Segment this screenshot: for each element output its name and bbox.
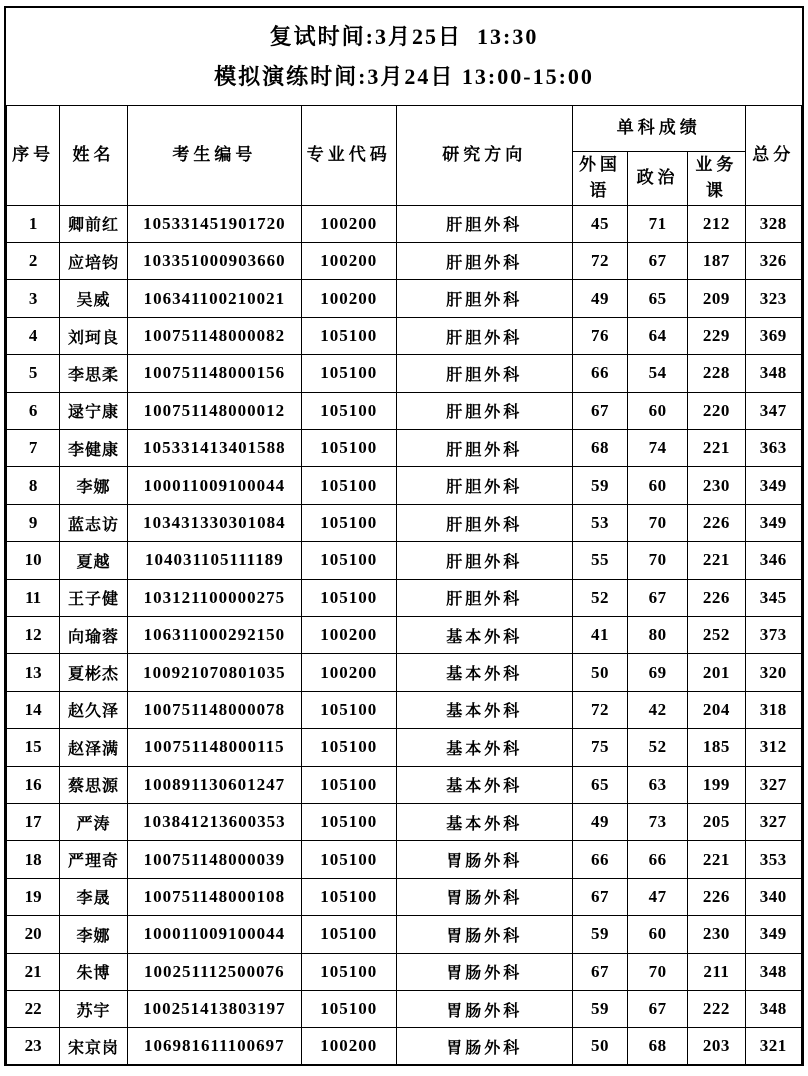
cell-index: 14 bbox=[7, 691, 60, 728]
cell-professional-course: 222 bbox=[688, 990, 745, 1027]
cell-name: 李娜 bbox=[60, 467, 128, 504]
cell-total: 348 bbox=[745, 990, 802, 1027]
table-row bbox=[7, 803, 802, 840]
table-row bbox=[7, 616, 802, 653]
cell-candidate-id: 105331451901720 bbox=[127, 205, 301, 242]
cell-index: 4 bbox=[7, 317, 60, 354]
col-header-professional-course: 业务课 bbox=[688, 152, 745, 206]
document-page bbox=[4, 6, 804, 1066]
cell-research-direction: 胃肠外科 bbox=[396, 841, 573, 878]
cell-total: 326 bbox=[745, 243, 802, 280]
cell-foreign-language: 68 bbox=[573, 430, 628, 467]
cell-total: 369 bbox=[745, 317, 802, 354]
cell-index: 5 bbox=[7, 355, 60, 392]
cell-total: 340 bbox=[745, 878, 802, 915]
cell-professional-course: 221 bbox=[688, 430, 745, 467]
cell-index: 10 bbox=[7, 542, 60, 579]
cell-candidate-id: 100751148000078 bbox=[127, 691, 301, 728]
col-header-research-direction: 研究方向 bbox=[396, 106, 573, 206]
cell-major-code: 100200 bbox=[301, 205, 396, 242]
cell-research-direction: 胃肠外科 bbox=[396, 1028, 573, 1065]
table-row bbox=[7, 504, 802, 541]
cell-index: 20 bbox=[7, 916, 60, 953]
cell-professional-course: 230 bbox=[688, 467, 745, 504]
cell-major-code: 105100 bbox=[301, 392, 396, 429]
cell-name: 蓝志访 bbox=[60, 504, 128, 541]
cell-politics: 42 bbox=[627, 691, 687, 728]
cell-name: 夏越 bbox=[60, 542, 128, 579]
cell-total: 353 bbox=[745, 841, 802, 878]
col-header-name: 姓名 bbox=[60, 106, 128, 206]
cell-foreign-language: 72 bbox=[573, 691, 628, 728]
cell-research-direction: 基本外科 bbox=[396, 729, 573, 766]
cell-candidate-id: 100891130601247 bbox=[127, 766, 301, 803]
cell-foreign-language: 67 bbox=[573, 953, 628, 990]
cell-research-direction: 肝胆外科 bbox=[396, 317, 573, 354]
cell-research-direction: 肝胆外科 bbox=[396, 205, 573, 242]
cell-index: 16 bbox=[7, 766, 60, 803]
cell-professional-course: 205 bbox=[688, 803, 745, 840]
cell-index: 22 bbox=[7, 990, 60, 1027]
cell-foreign-language: 67 bbox=[573, 878, 628, 915]
cell-foreign-language: 41 bbox=[573, 616, 628, 653]
cell-candidate-id: 100011009100044 bbox=[127, 916, 301, 953]
cell-index: 12 bbox=[7, 616, 60, 653]
cell-total: 349 bbox=[745, 467, 802, 504]
cell-professional-course: 226 bbox=[688, 579, 745, 616]
cell-politics: 66 bbox=[627, 841, 687, 878]
cell-candidate-id: 100751148000108 bbox=[127, 878, 301, 915]
cell-politics: 70 bbox=[627, 542, 687, 579]
cell-name: 卿前红 bbox=[60, 205, 128, 242]
cell-major-code: 100200 bbox=[301, 616, 396, 653]
cell-index: 7 bbox=[7, 430, 60, 467]
table-row bbox=[7, 467, 802, 504]
score-table bbox=[6, 105, 802, 1066]
cell-research-direction: 肝胆外科 bbox=[396, 392, 573, 429]
cell-major-code: 105100 bbox=[301, 355, 396, 392]
cell-research-direction: 肝胆外科 bbox=[396, 504, 573, 541]
table-row bbox=[7, 430, 802, 467]
cell-name: 刘珂良 bbox=[60, 317, 128, 354]
cell-research-direction: 胃肠外科 bbox=[396, 953, 573, 990]
cell-politics: 47 bbox=[627, 878, 687, 915]
cell-name: 应培钧 bbox=[60, 243, 128, 280]
col-header-politics: 政治 bbox=[627, 152, 687, 206]
cell-total: 349 bbox=[745, 504, 802, 541]
cell-index: 13 bbox=[7, 654, 60, 691]
cell-name: 夏彬杰 bbox=[60, 654, 128, 691]
cell-foreign-language: 67 bbox=[573, 392, 628, 429]
cell-professional-course: 221 bbox=[688, 841, 745, 878]
cell-candidate-id: 103121100000275 bbox=[127, 579, 301, 616]
cell-candidate-id: 105331413401588 bbox=[127, 430, 301, 467]
cell-politics: 65 bbox=[627, 280, 687, 317]
cell-politics: 70 bbox=[627, 953, 687, 990]
cell-foreign-language: 50 bbox=[573, 654, 628, 691]
table-header bbox=[7, 106, 802, 206]
cell-foreign-language: 66 bbox=[573, 841, 628, 878]
cell-professional-course: 187 bbox=[688, 243, 745, 280]
cell-index: 19 bbox=[7, 878, 60, 915]
cell-total: 327 bbox=[745, 766, 802, 803]
cell-major-code: 105100 bbox=[301, 579, 396, 616]
cell-politics: 63 bbox=[627, 766, 687, 803]
cell-research-direction: 肝胆外科 bbox=[396, 430, 573, 467]
table-row bbox=[7, 691, 802, 728]
cell-major-code: 105100 bbox=[301, 841, 396, 878]
cell-name: 李娜 bbox=[60, 916, 128, 953]
cell-name: 吴威 bbox=[60, 280, 128, 317]
cell-politics: 68 bbox=[627, 1028, 687, 1065]
cell-name: 李晟 bbox=[60, 878, 128, 915]
cell-total: 320 bbox=[745, 654, 802, 691]
cell-politics: 67 bbox=[627, 579, 687, 616]
table-row bbox=[7, 654, 802, 691]
cell-research-direction: 肝胆外科 bbox=[396, 467, 573, 504]
cell-politics: 73 bbox=[627, 803, 687, 840]
cell-foreign-language: 49 bbox=[573, 803, 628, 840]
table-row bbox=[7, 355, 802, 392]
cell-total: 327 bbox=[745, 803, 802, 840]
cell-politics: 67 bbox=[627, 243, 687, 280]
cell-index: 8 bbox=[7, 467, 60, 504]
cell-total: 348 bbox=[745, 355, 802, 392]
cell-index: 21 bbox=[7, 953, 60, 990]
cell-foreign-language: 52 bbox=[573, 579, 628, 616]
cell-major-code: 100200 bbox=[301, 280, 396, 317]
cell-index: 6 bbox=[7, 392, 60, 429]
cell-major-code: 105100 bbox=[301, 803, 396, 840]
cell-major-code: 100200 bbox=[301, 654, 396, 691]
cell-candidate-id: 100751148000115 bbox=[127, 729, 301, 766]
cell-professional-course: 211 bbox=[688, 953, 745, 990]
cell-major-code: 100200 bbox=[301, 243, 396, 280]
cell-candidate-id: 100751148000082 bbox=[127, 317, 301, 354]
cell-name: 李健康 bbox=[60, 430, 128, 467]
cell-name: 赵久泽 bbox=[60, 691, 128, 728]
cell-major-code: 100200 bbox=[301, 1028, 396, 1065]
cell-candidate-id: 100251413803197 bbox=[127, 990, 301, 1027]
cell-total: 345 bbox=[745, 579, 802, 616]
cell-total: 349 bbox=[745, 916, 802, 953]
cell-research-direction: 基本外科 bbox=[396, 654, 573, 691]
cell-candidate-id: 100921070801035 bbox=[127, 654, 301, 691]
cell-candidate-id: 100011009100044 bbox=[127, 467, 301, 504]
table-row bbox=[7, 243, 802, 280]
table-row bbox=[7, 205, 802, 242]
cell-name: 向瑜蓉 bbox=[60, 616, 128, 653]
cell-politics: 60 bbox=[627, 392, 687, 429]
table-row bbox=[7, 280, 802, 317]
table-row bbox=[7, 1028, 802, 1065]
table-row bbox=[7, 953, 802, 990]
cell-politics: 60 bbox=[627, 467, 687, 504]
cell-candidate-id: 104031105111189 bbox=[127, 542, 301, 579]
cell-major-code: 105100 bbox=[301, 766, 396, 803]
cell-foreign-language: 66 bbox=[573, 355, 628, 392]
cell-index: 11 bbox=[7, 579, 60, 616]
cell-politics: 69 bbox=[627, 654, 687, 691]
retest-time-line: 复试时间:3月25日 13:30 bbox=[269, 24, 539, 50]
cell-total: 323 bbox=[745, 280, 802, 317]
cell-candidate-id: 103841213600353 bbox=[127, 803, 301, 840]
cell-politics: 80 bbox=[627, 616, 687, 653]
cell-name: 李思柔 bbox=[60, 355, 128, 392]
cell-candidate-id: 106311000292150 bbox=[127, 616, 301, 653]
table-row bbox=[7, 317, 802, 354]
cell-politics: 64 bbox=[627, 317, 687, 354]
cell-research-direction: 肝胆外科 bbox=[396, 579, 573, 616]
cell-professional-course: 185 bbox=[688, 729, 745, 766]
cell-foreign-language: 49 bbox=[573, 280, 628, 317]
cell-name: 宋京岗 bbox=[60, 1028, 128, 1065]
cell-research-direction: 肝胆外科 bbox=[396, 243, 573, 280]
cell-foreign-language: 75 bbox=[573, 729, 628, 766]
cell-candidate-id: 100751148000012 bbox=[127, 392, 301, 429]
cell-foreign-language: 76 bbox=[573, 317, 628, 354]
cell-research-direction: 基本外科 bbox=[396, 803, 573, 840]
cell-major-code: 105100 bbox=[301, 430, 396, 467]
cell-professional-course: 230 bbox=[688, 916, 745, 953]
cell-professional-course: 226 bbox=[688, 504, 745, 541]
cell-professional-course: 228 bbox=[688, 355, 745, 392]
cell-index: 1 bbox=[7, 205, 60, 242]
cell-name: 赵泽满 bbox=[60, 729, 128, 766]
cell-total: 321 bbox=[745, 1028, 802, 1065]
table-row bbox=[7, 841, 802, 878]
cell-candidate-id: 106981611100697 bbox=[127, 1028, 301, 1065]
cell-research-direction: 肝胆外科 bbox=[396, 280, 573, 317]
cell-candidate-id: 100251112500076 bbox=[127, 953, 301, 990]
col-header-major-code: 专业代码 bbox=[301, 106, 396, 206]
table-row bbox=[7, 542, 802, 579]
cell-candidate-id: 103431330301084 bbox=[127, 504, 301, 541]
table-row bbox=[7, 729, 802, 766]
cell-major-code: 105100 bbox=[301, 878, 396, 915]
cell-foreign-language: 45 bbox=[573, 205, 628, 242]
cell-professional-course: 212 bbox=[688, 205, 745, 242]
table-row bbox=[7, 579, 802, 616]
cell-name: 逯宁康 bbox=[60, 392, 128, 429]
cell-major-code: 105100 bbox=[301, 990, 396, 1027]
cell-politics: 60 bbox=[627, 916, 687, 953]
table-row bbox=[7, 916, 802, 953]
cell-foreign-language: 65 bbox=[573, 766, 628, 803]
table-row bbox=[7, 392, 802, 429]
table-body bbox=[7, 205, 802, 1065]
cell-major-code: 105100 bbox=[301, 317, 396, 354]
cell-foreign-language: 72 bbox=[573, 243, 628, 280]
cell-foreign-language: 59 bbox=[573, 990, 628, 1027]
cell-professional-course: 209 bbox=[688, 280, 745, 317]
col-header-index: 序号 bbox=[7, 106, 60, 206]
cell-index: 18 bbox=[7, 841, 60, 878]
cell-index: 2 bbox=[7, 243, 60, 280]
cell-politics: 70 bbox=[627, 504, 687, 541]
cell-professional-course: 204 bbox=[688, 691, 745, 728]
cell-research-direction: 基本外科 bbox=[396, 616, 573, 653]
cell-total: 363 bbox=[745, 430, 802, 467]
cell-name: 蔡思源 bbox=[60, 766, 128, 803]
col-header-subject-scores-group: 单科成绩 bbox=[573, 106, 745, 152]
cell-total: 373 bbox=[745, 616, 802, 653]
cell-major-code: 105100 bbox=[301, 467, 396, 504]
cell-total: 346 bbox=[745, 542, 802, 579]
cell-professional-course: 220 bbox=[688, 392, 745, 429]
cell-candidate-id: 100751148000156 bbox=[127, 355, 301, 392]
cell-politics: 74 bbox=[627, 430, 687, 467]
cell-politics: 52 bbox=[627, 729, 687, 766]
cell-name: 王子健 bbox=[60, 579, 128, 616]
table-row bbox=[7, 990, 802, 1027]
cell-foreign-language: 59 bbox=[573, 916, 628, 953]
cell-research-direction: 肝胆外科 bbox=[396, 355, 573, 392]
cell-professional-course: 201 bbox=[688, 654, 745, 691]
cell-candidate-id: 100751148000039 bbox=[127, 841, 301, 878]
cell-foreign-language: 55 bbox=[573, 542, 628, 579]
cell-professional-course: 203 bbox=[688, 1028, 745, 1065]
cell-total: 318 bbox=[745, 691, 802, 728]
cell-research-direction: 胃肠外科 bbox=[396, 878, 573, 915]
cell-index: 9 bbox=[7, 504, 60, 541]
cell-index: 15 bbox=[7, 729, 60, 766]
cell-professional-course: 229 bbox=[688, 317, 745, 354]
cell-politics: 67 bbox=[627, 990, 687, 1027]
col-header-total: 总分 bbox=[745, 106, 802, 206]
cell-professional-course: 221 bbox=[688, 542, 745, 579]
cell-foreign-language: 50 bbox=[573, 1028, 628, 1065]
cell-total: 348 bbox=[745, 953, 802, 990]
cell-politics: 71 bbox=[627, 205, 687, 242]
cell-total: 347 bbox=[745, 392, 802, 429]
cell-major-code: 105100 bbox=[301, 916, 396, 953]
cell-major-code: 105100 bbox=[301, 504, 396, 541]
cell-total: 328 bbox=[745, 205, 802, 242]
cell-name: 苏宇 bbox=[60, 990, 128, 1027]
cell-politics: 54 bbox=[627, 355, 687, 392]
cell-major-code: 105100 bbox=[301, 953, 396, 990]
col-header-candidate-id: 考生编号 bbox=[127, 106, 301, 206]
cell-major-code: 105100 bbox=[301, 542, 396, 579]
cell-professional-course: 226 bbox=[688, 878, 745, 915]
header-row-top bbox=[7, 106, 802, 152]
cell-research-direction: 基本外科 bbox=[396, 691, 573, 728]
cell-candidate-id: 106341100210021 bbox=[127, 280, 301, 317]
cell-total: 312 bbox=[745, 729, 802, 766]
cell-research-direction: 肝胆外科 bbox=[396, 542, 573, 579]
cell-professional-course: 252 bbox=[688, 616, 745, 653]
cell-index: 3 bbox=[7, 280, 60, 317]
schedule-header bbox=[6, 8, 802, 105]
cell-research-direction: 基本外科 bbox=[396, 766, 573, 803]
table-row bbox=[7, 766, 802, 803]
table-row bbox=[7, 878, 802, 915]
cell-index: 23 bbox=[7, 1028, 60, 1065]
col-header-foreign-language: 外国语 bbox=[573, 152, 628, 206]
cell-index: 17 bbox=[7, 803, 60, 840]
cell-name: 朱博 bbox=[60, 953, 128, 990]
cell-name: 严涛 bbox=[60, 803, 128, 840]
cell-candidate-id: 103351000903660 bbox=[127, 243, 301, 280]
cell-research-direction: 胃肠外科 bbox=[396, 990, 573, 1027]
cell-professional-course: 199 bbox=[688, 766, 745, 803]
cell-major-code: 105100 bbox=[301, 729, 396, 766]
cell-foreign-language: 59 bbox=[573, 467, 628, 504]
cell-foreign-language: 53 bbox=[573, 504, 628, 541]
cell-major-code: 105100 bbox=[301, 691, 396, 728]
cell-name: 严理奇 bbox=[60, 841, 128, 878]
mock-drill-time-line: 模拟演练时间:3月24日 13:00-15:00 bbox=[214, 63, 594, 89]
cell-research-direction: 胃肠外科 bbox=[396, 916, 573, 953]
